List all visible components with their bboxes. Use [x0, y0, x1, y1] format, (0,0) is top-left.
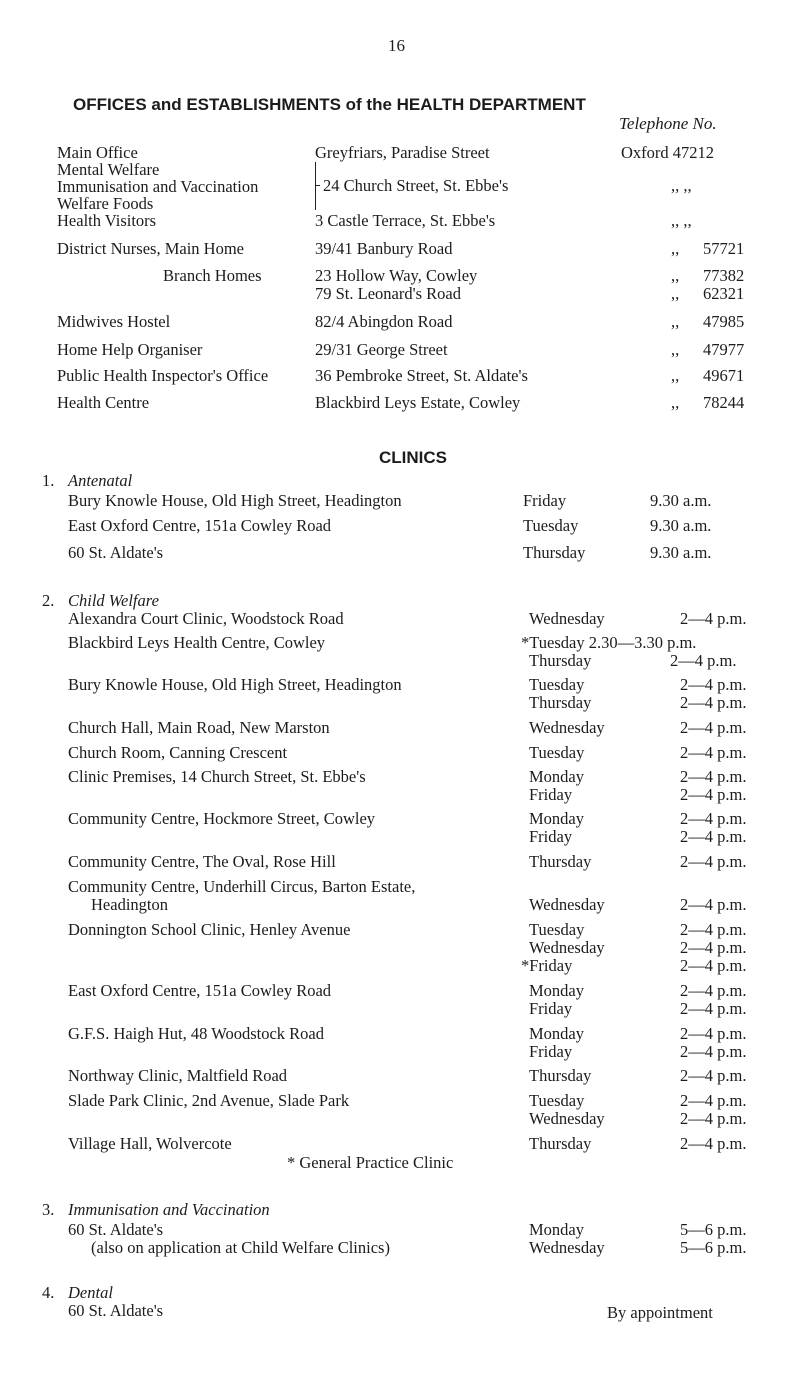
office-address: 29/31 George Street	[315, 340, 448, 359]
office-ditto: ,,	[671, 366, 680, 385]
clinic-time: 9.30 a.m.	[650, 543, 712, 562]
clinics-title: CLINICS	[379, 448, 447, 467]
clinic-day: Monday	[529, 1024, 584, 1043]
clinic-note: By appointment	[607, 1303, 713, 1322]
clinic-day: Friday	[529, 999, 573, 1018]
office-phone: 49671	[703, 366, 745, 385]
clinic-day: Monday	[529, 981, 584, 1000]
clinic-time: 2—4 p.m.	[680, 999, 747, 1018]
clinic-time: 2—4 p.m.	[680, 785, 747, 804]
clinic-time: 2—4 p.m.	[680, 895, 747, 914]
clinic-time: 2—4 p.m.	[680, 675, 747, 694]
clinic-day: Tuesday	[529, 920, 585, 939]
office-address: 39/41 Banbury Road	[315, 239, 453, 258]
clinic-place: Headington	[91, 895, 168, 914]
office-name: Branch Homes	[163, 266, 262, 285]
office-address: 23 Hollow Way, Cowley	[315, 266, 478, 285]
clinic-time: 2—4 p.m.	[680, 693, 747, 712]
clinic-day: Thursday	[523, 543, 586, 562]
footnote: * General Practice Clinic	[287, 1153, 454, 1172]
clinic-place: Community Centre, Hockmore Street, Cowley	[68, 809, 376, 828]
clinic-place: (also on application at Child Welfare Clinics)	[91, 1238, 390, 1257]
office-phone: ,, ,,	[671, 211, 692, 230]
office-phone: 78244	[703, 393, 745, 412]
clinic-day: Friday	[529, 785, 573, 804]
office-name: Health Visitors	[57, 211, 157, 230]
clinic-time: 2—4 p.m.	[680, 956, 747, 975]
office-name: Welfare Foods	[57, 194, 154, 213]
clinic-place: East Oxford Centre, 151a Cowley Road	[68, 516, 332, 535]
clinic-day: Tuesday	[529, 1091, 585, 1110]
clinic-time: 5—6 p.m.	[680, 1220, 747, 1239]
clinic-time: 2—4 p.m.	[680, 981, 747, 1000]
clinic-time: 5—6 p.m.	[680, 1238, 747, 1257]
clinic-day: Wednesday	[529, 718, 605, 737]
section-title: Immunisation and Vaccination	[68, 1200, 270, 1219]
clinic-place: Community Centre, The Oval, Rose Hill	[68, 852, 336, 871]
section-title: Antenatal	[68, 471, 133, 490]
office-ditto: ,,	[671, 393, 680, 412]
office-ditto: ,,	[671, 312, 680, 331]
office-name: Main Office	[57, 143, 138, 162]
clinic-time: 9.30 a.m.	[650, 491, 712, 510]
clinic-day: Friday	[529, 1042, 573, 1061]
clinic-day: Tuesday	[529, 675, 585, 694]
office-phone: 57721	[703, 239, 745, 258]
office-ditto: ,,	[671, 239, 680, 258]
office-phone: 47985	[703, 312, 745, 331]
clinic-place: 60 St. Aldate's	[68, 543, 164, 562]
clinic-place: East Oxford Centre, 151a Cowley Road	[68, 981, 332, 1000]
brace-tick	[315, 185, 320, 186]
clinic-time: 9.30 a.m.	[650, 516, 712, 535]
office-address: Greyfriars, Paradise Street	[315, 143, 490, 162]
section-title: Dental	[68, 1283, 113, 1302]
clinic-place: Church Hall, Main Road, New Marston	[68, 718, 330, 737]
clinic-day: Friday	[529, 827, 573, 846]
office-name: Mental Welfare	[57, 160, 160, 179]
office-name: Immunisation and Vaccination	[57, 177, 259, 196]
clinic-day: Tuesday	[529, 743, 585, 762]
clinic-place: Donnington School Clinic, Henley Avenue	[68, 920, 351, 939]
clinic-time: 2—4 p.m.	[680, 1109, 747, 1128]
clinic-place: Alexandra Court Clinic, Woodstock Road	[68, 609, 344, 628]
office-phone: ,, ,,	[671, 176, 692, 195]
clinic-day: Monday	[529, 1220, 584, 1239]
office-address: Blackbird Leys Estate, Cowley	[315, 393, 521, 412]
clinic-place: Village Hall, Wolvercote	[68, 1134, 232, 1153]
clinic-time: 2—4 p.m.	[680, 938, 747, 957]
clinic-day: Wednesday	[529, 895, 605, 914]
clinic-time: 2—4 p.m.	[680, 1066, 747, 1085]
clinic-place: G.F.S. Haigh Hut, 48 Woodstock Road	[68, 1024, 325, 1043]
clinic-day: Thursday	[529, 693, 592, 712]
section-number: 2.	[42, 591, 55, 610]
section-number: 4.	[42, 1283, 55, 1302]
clinic-place: Bury Knowle House, Old High Street, Headington	[68, 491, 402, 510]
office-address: 3 Castle Terrace, St. Ebbe's	[315, 211, 496, 230]
clinic-day: Thursday	[529, 1066, 592, 1085]
office-phone: 62321	[703, 284, 745, 303]
office-address: 36 Pembroke Street, St. Aldate's	[315, 366, 528, 385]
clinic-day: Tuesday	[523, 516, 579, 535]
clinic-day: Wednesday	[529, 609, 605, 628]
brace	[315, 162, 316, 210]
clinic-place: Slade Park Clinic, 2nd Avenue, Slade Park	[68, 1091, 350, 1110]
office-ditto: ,,	[671, 340, 680, 359]
clinic-time: 2—4 p.m.	[680, 920, 747, 939]
clinic-place: Bury Knowle House, Old High Street, Headington	[68, 675, 402, 694]
clinic-day: *Tuesday 2.30—3.30 p.m.	[521, 633, 697, 652]
clinic-day: Wednesday	[529, 938, 605, 957]
telephone-header: Telephone No.	[619, 114, 717, 133]
clinic-day: Monday	[529, 767, 584, 786]
clinic-time: 2—4 p.m.	[680, 1091, 747, 1110]
clinic-day: Wednesday	[529, 1109, 605, 1128]
page-number: 16	[388, 36, 405, 55]
clinic-time: 2—4 p.m.	[680, 852, 747, 871]
office-address: 24 Church Street, St. Ebbe's	[323, 176, 509, 195]
clinic-time: 2—4 p.m.	[680, 1024, 747, 1043]
clinic-time: 2—4 p.m.	[680, 718, 747, 737]
clinic-time: 2—4 p.m.	[680, 809, 747, 828]
clinic-place: Clinic Premises, 14 Church Street, St. Ebbe's	[68, 767, 366, 786]
section-number: 3.	[42, 1200, 55, 1219]
clinic-time: 2—4 p.m.	[680, 1042, 747, 1061]
office-name: Public Health Inspector's Office	[57, 366, 269, 385]
page-title: OFFICES and ESTABLISHMENTS of the HEALTH DEPARTMENT	[73, 95, 586, 114]
office-name: Health Centre	[57, 393, 150, 412]
clinic-place: Blackbird Leys Health Centre, Cowley	[68, 633, 326, 652]
office-name: Home Help Organiser	[57, 340, 203, 359]
office-phone: 77382	[703, 266, 745, 285]
clinic-time: 2—4 p.m.	[680, 743, 747, 762]
clinic-day: Wednesday	[529, 1238, 605, 1257]
clinic-day: Thursday	[529, 852, 592, 871]
office-phone: Oxford 47212	[621, 143, 715, 162]
clinic-place: Northway Clinic, Maltfield Road	[68, 1066, 288, 1085]
office-address: 82/4 Abingdon Road	[315, 312, 453, 331]
clinic-time: 2—4 p.m.	[680, 767, 747, 786]
clinic-place: Church Room, Canning Crescent	[68, 743, 288, 762]
clinic-place: Community Centre, Underhill Circus, Barton Estate,	[68, 877, 416, 896]
clinic-place: 60 St. Aldate's	[68, 1301, 164, 1320]
section-title: Child Welfare	[68, 591, 159, 610]
section-number: 1.	[42, 471, 55, 490]
office-ditto: ,,	[671, 284, 680, 303]
clinic-time: 2—4 p.m.	[670, 651, 737, 670]
clinic-day: Friday	[523, 491, 567, 510]
clinic-day: Monday	[529, 809, 584, 828]
office-name: District Nurses, Main Home	[57, 239, 244, 258]
clinic-place: 60 St. Aldate's	[68, 1220, 164, 1239]
clinic-time: 2—4 p.m.	[680, 1134, 747, 1153]
office-ditto: ,,	[671, 266, 680, 285]
clinic-time: 2—4 p.m.	[680, 827, 747, 846]
office-phone: 47977	[703, 340, 745, 359]
clinic-day: Thursday	[529, 1134, 592, 1153]
clinic-day: *Friday	[521, 956, 573, 975]
office-name: Midwives Hostel	[57, 312, 171, 331]
clinic-time: 2—4 p.m.	[680, 609, 747, 628]
office-address: 79 St. Leonard's Road	[315, 284, 461, 303]
clinic-day: Thursday	[529, 651, 592, 670]
